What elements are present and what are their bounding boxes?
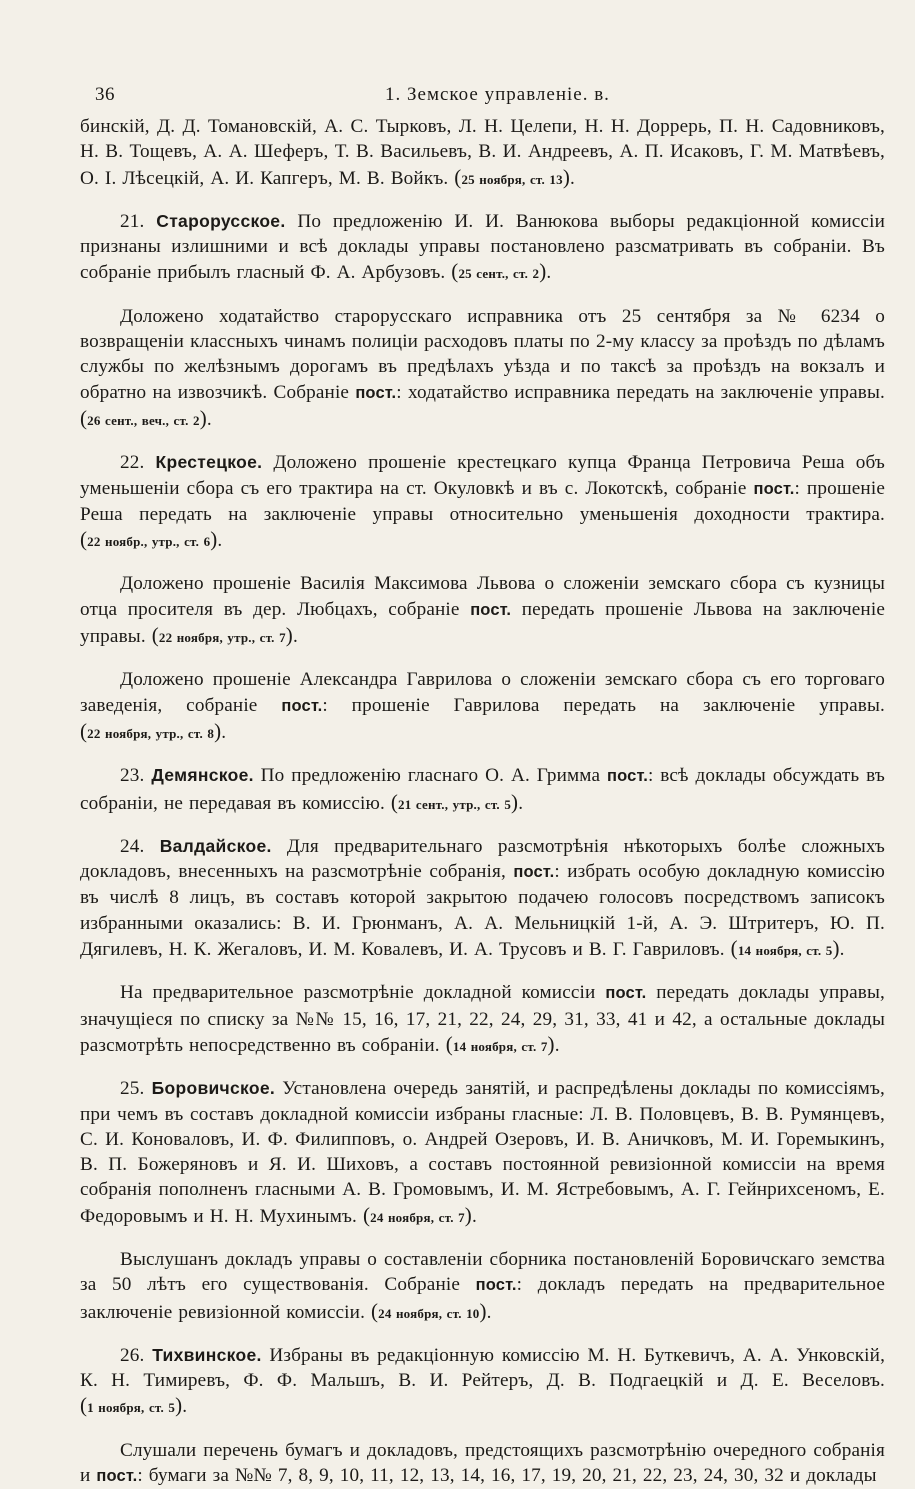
resolution-word: пост.: [605, 984, 647, 1003]
session-reference: 14 ноября, ст. 5: [737, 943, 833, 959]
paragraph: [80, 1438, 885, 1489]
paragraph: На предварительное разсмотрѣніе докладной комиссіи пост. передать доклады управы, значущіеся по списку за №№ 15, 16, 17, 21, 22, 24, 29, 31, 33, 41 и 42, а остальные доклады разсмотрѣть непосредственно въ собраніи. (14 ноября, ст. 7).: [80, 982, 885, 1056]
paragraph-text: Установлена очередь занятій, и распредѣлены доклады по комиссіямъ, при чемъ въ составъ докладной комиссіи избраны гласные: Л. В. Половцевъ, В. В. Румянцевъ, С. И. Коноваловъ, И. Ф. Филипповъ, о. Андрей Озеровъ, И. В. Аничковъ, М. И. Горемыкинъ, В. П. Божеряновъ и Я. И. Шиховъ, а составъ постоянной ревизіонной комиссіи на время собранія пополненъ гласными А. В. Громовымъ, И. М. Ястребовымъ, А. Г. Гейнрихсеномъ, Е. Федоровымъ и Н. Н. Мухинымъ.: [80, 1078, 885, 1227]
paragraph-text: Доложено прошеніе Александра Гаврилова о сложеніи земскаго сбора съ его торговаго заведенія, собраніе: [80, 669, 885, 716]
paragraph-demyanskoe: 23. Демянское. По предложенію гласнаго О. А. Гримма пост.: всѣ доклады обсуждать въ собраніи, не передавая въ комиссію. (21 сент., утр., ст. 5).: [80, 765, 885, 814]
paragraph-continuation: бинскій, Д. Д. Томановскій, А. С. Тырковъ, Л. Н. Целепи, Н. Н. Доррерь, П. Н. Садовниковъ, Н. В. Тощевъ, А. А. Шеферъ, Т. В. Васильевъ, В. И. Андреевъ, А. П. Исаковъ, Г. М. Матвѣевъ, О. І. Лѣсецкій, А. И. Капгеръ, М. В. Войкъ. (25 ноября, ст. 13).: [80, 116, 885, 189]
district-name: Демянское.: [151, 765, 254, 786]
resolution-word: пост.: [470, 600, 512, 619]
item-number: 21.: [120, 210, 145, 232]
item-number: 22.: [120, 452, 145, 474]
item-number: 23.: [120, 765, 145, 787]
resolution-word: пост.: [513, 863, 555, 882]
paragraph: Выслушанъ докладъ управы о составленіи сборника постановленій Боровичскаго земства за 50 лѣтъ его существованія. Собраніе пост.: докладъ передать на предварительное заключеніе ревизіонной комиссіи. (24 ноября, ст. 10).: [80, 1248, 886, 1323]
paragraph-text: передать доклады управы, значущіеся по списку за №№ 15, 16, 17, 21, 22, 24, 29, 31, 33, 41 и 42, а остальные доклады разсмотрѣть непосредственно въ собраніи.: [80, 982, 885, 1056]
session-reference: 24 ноября, ст. 10: [378, 1305, 480, 1321]
paragraph-text: : избрать особую докладную комиссію въ числѣ 8 лицъ, въ составъ которой закрытою подачею голосовъ посредствомъ записокъ избранными оказались: В. И. Грюнманъ, А. А. Мельницкій 1-й, А. Э. Штритеръ, Ю. П. Дягилевъ, Н. К. Жегаловъ, И. М. Ковалевъ, И. А. Трусовъ и В. Г. Гавриловъ.: [80, 861, 885, 961]
paragraph-borovichskoe: 25. Боровичское. Установлена очередь занятій, и распредѣлены доклады по комиссіямъ, при чемъ въ составъ докладной комиссіи избраны гласные: Л. В. Половцевъ, В. В. Румянцевъ, С. И. Коноваловъ, И. Ф. Филипповъ, о. Андрей Озеровъ, И. В. Аничковъ, М. И. Горемыкинъ, В. П. Божеряновъ и Я. И. Шиховъ, а составъ постоянной ревизіонной комиссіи на время собранія пополненъ гласными А. В. Громовымъ, И. М. Ястребовымъ, А. Г. Гейнрихсеномъ, Е. Федоровымъ и Н. Н. Мухинымъ. (24 ноября, ст. 7).: [80, 1078, 885, 1227]
district-name: Боровичское.: [151, 1078, 276, 1099]
district-name: Крестецкое.: [155, 452, 263, 473]
session-reference: 22 ноября, утр., ст. 7: [158, 630, 286, 646]
paragraph-text: Доложено прошеніе Василія Максимова Львова о сложеніи земскаго сбора съ кузницы отца просителя въ дер. Любцахъ, собраніе: [80, 573, 885, 620]
district-name: Тихвинское.: [152, 1344, 262, 1365]
district-name: Валдайское.: [159, 835, 272, 856]
paragraph-text: По предложенію И. И. Ванюкова выборы редакціонной комиссіи признаны излишними и всѣ доклады управы постановлено разсматривать въ собраніи. Въ собраніе прибылъ гласный Ф. А. Арбузовъ.: [80, 210, 886, 284]
resolution-word: пост.: [475, 1276, 517, 1295]
resolution-word: пост.: [281, 696, 323, 715]
paragraph-krestetskoe: 22. Крестецкое. Доложено прошеніе крестецкаго купца Франца Петровича Реша объ уменьшеніи сбора съ его трактира на ст. Окуловкѣ и въ с. Локотскѣ, собраніе пост.: прошеніе Реша передать на заключеніе управы относительно уменьшенія доходности трактира. (22 ноябр., утр., ст. 6).: [80, 452, 886, 552]
paragraph-text: : всѣ доклады обсуждать въ собраніи, не передавая въ комиссію.: [80, 765, 885, 814]
paragraph: Доложено ходатайство старорусскаго исправника отъ 25 сентября за № 6234 о возвращеніи классныхъ чинамъ полиціи расходовъ платы по 2-му классу за проѣздъ по дѣламъ службы по желѣзнымъ дорогамъ въ предѣлахъ уѣзда и по таксѣ за проѣздъ на вокзалъ и обратно на извозчикѣ. Собраніе пост.: ходатайство исправника передать на заключеніе управы. (26 сент., веч., ст. 2).: [80, 305, 885, 430]
paragraph-tikhvinskoe: 26. Тихвинское. Избраны въ редакціонную комиссію М. Н. Буткевичъ, А. А. Унковскій, К. Н. Тимиревъ, Ф. Ф. Мальшъ, В. И. Рейтеръ, Д. В. Подгаецкій и Д. Е. Веселовъ. (1 ноября, ст. 5).: [80, 1344, 886, 1418]
paragraph: Доложено прошеніе Василія Максимова Львова о сложеніи земскаго сбора съ кузницы отца просителя въ дер. Любцахъ, собраніе пост. передать прошеніе Львова на заключеніе управы. (22 ноября, утр., ст. 7).: [80, 573, 885, 648]
paragraph-starorusskoe: 21. Старорусское. По предложенію И. И. Ванюкова выборы редакціонной комиссіи признаны излишними и всѣ доклады управы постановлено разсматривать въ собраніи. Въ собраніе прибылъ гласный Ф. А. Арбузовъ. (25 сент., ст. 2).: [80, 210, 886, 284]
paragraph-text: Выслушанъ докладъ управы о составленіи сборника постановленій Боровичскаго земства за 50 лѣтъ его существованія. Собраніе: [80, 1248, 885, 1296]
paragraph-text: : прошеніе Реша передать на заключеніе управы относительно уменьшенія доходности трактира.: [80, 477, 885, 525]
item-number: 26.: [120, 1344, 145, 1366]
district-name: Старорусское.: [156, 210, 286, 231]
paragraph-text: передать прошеніе Львова на заключеніе управы.: [80, 598, 885, 648]
session-reference: 22 ноябр., утр., ст. 6: [87, 534, 211, 550]
paragraph-text: Слушали перечень бумагъ и докладовъ, предстоящихъ разсмотрѣнію очередного собранія и: [80, 1439, 885, 1487]
paragraph-text: Избраны въ редакціонную комиссію М. Н. Буткевичъ, А. А. Унковскій, К. Н. Тимиревъ, Ф. Ф. Мальшъ, В. И. Рейтеръ, Д. В. Подгаецкій и Д. Е. Веселовъ.: [80, 1344, 886, 1392]
session-reference: 1 ноября, ст. 5: [87, 1400, 176, 1416]
resolution-word: пост.: [96, 1467, 138, 1486]
session-reference: 25 ноября, ст. 13: [461, 171, 563, 187]
item-number: 24.: [120, 835, 145, 857]
paragraph-text: Доложено ходатайство старорусскаго исправника отъ 25 сентября за № 6234 о возвращеніи классныхъ чинамъ полиціи расходовъ платы по 2-му классу за проѣздъ по дѣламъ службы по желѣзнымъ дорогамъ въ предѣлахъ уѣзда и по таксѣ за проѣздъ на вокзалъ и обратно на извозчикѣ. Собраніе: [80, 305, 885, 403]
paragraph-text: Доложено прошеніе крестецкаго купца Франца Петровича Реша объ уменьшеніи сбора съ его трактира на ст. Окуловкѣ и въ с. Локотскѣ, собраніе: [80, 452, 886, 499]
resolution-word: пост.: [753, 479, 795, 498]
session-reference: 24 ноября, ст. 7: [370, 1209, 465, 1225]
session-reference: 26 сент., веч., ст. 2: [87, 412, 200, 428]
session-reference: 22 ноября, утр., ст. 8: [87, 725, 215, 741]
item-number: 25.: [120, 1078, 145, 1100]
resolution-word: пост.: [355, 383, 397, 402]
paragraph-text: : прошеніе Гаврилова передать на заключеніе управы.: [322, 694, 885, 716]
paragraph-text: На предварительное разсмотрѣніе докладной комиссіи: [120, 982, 596, 1004]
paragraph-valdayskoe: 24. Валдайское. Для предварительнаго разсмотрѣнія нѣкоторыхъ болѣе сложныхъ докладовъ, внесенныхъ на разсмотрѣніе собранія, пост.: избрать особую докладную комиссію въ числѣ 8 лицъ, въ составъ которой закрытою подачею голосовъ посредствомъ записокъ избранными оказались: В. И. Грюнманъ, А. А. Мельницкій 1-й, А. Э. Штритеръ, Ю. П. Дягилевъ, Н. К. Жегаловъ, И. М. Ковалевъ, И. А. Трусовъ и В. Г. Гавриловъ. (14 ноября, ст. 5).: [80, 835, 885, 961]
running-title: 1. Земское управленіе. в.: [385, 84, 610, 105]
paragraph-text: Для предварительнаго разсмотрѣнія нѣкоторыхъ болѣе сложныхъ докладовъ, внесенныхъ на разсмотрѣніе собранія,: [80, 835, 885, 883]
resolution-word: пост.: [606, 767, 648, 786]
paragraph-text: По предложенію гласнаго О. А. Гримма: [260, 765, 601, 787]
session-reference: 21 сент., утр., ст. 5: [398, 796, 512, 812]
paragraph-text: : докладъ передать на предварительное заключеніе ревизіонной комиссіи.: [80, 1274, 886, 1323]
paragraph: Доложено прошеніе Александра Гаврилова о сложеніи земскаго сбора съ его торговаго заведенія, собраніе пост.: прошеніе Гаврилова передать на заключеніе управы. (22 ноября, утр., ст. 8).: [80, 669, 885, 743]
paragraph-text: : бумаги за №№ 7, 8, 9, 10, 11, 12, 13, 14, 16, 17, 19, 20, 21, 22, 23, 24, 30, 32 и доклады: [137, 1465, 877, 1487]
paragraph-text: : ходатайство исправника передать на заключеніе управы.: [396, 381, 885, 403]
page-header: [80, 78, 885, 108]
paragraph-text: бинскій, Д. Д. Томановскій, А. С. Тырковъ, Л. Н. Целепи, Н. Н. Доррерь, П. Н. Садовниковъ, Н. В. Тощевъ, А. А. Шеферъ, Т. В. Васильевъ, В. И. Андреевъ, А. П. Исаковъ, Г. М. Матвѣевъ, О. І. Лѣсецкій, А. И. Капгеръ, М. В. Войкъ.: [80, 116, 885, 189]
session-reference: 25 сент., ст. 2: [458, 266, 540, 282]
page-number: 36: [95, 84, 115, 105]
session-reference: 14 ноября, ст. 7: [452, 1038, 548, 1054]
